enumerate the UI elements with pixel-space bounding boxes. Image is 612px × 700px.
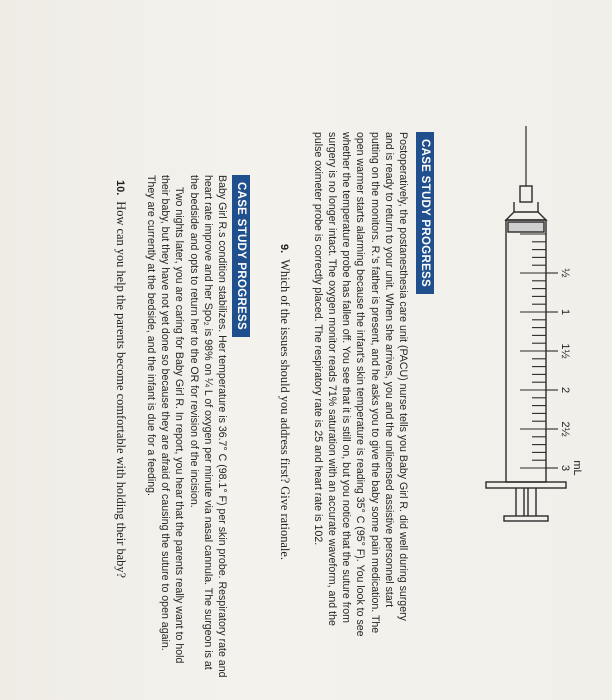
paragraph-line: Postoperatively, the postanesthesia care unit (PACU) nurse tells you Baby Girl R. did well during surgery	[397, 132, 409, 621]
syringe-illustration	[452, 108, 612, 528]
volume-label: 1	[559, 308, 571, 316]
paragraph-line: Baby Girl R.s condition stabilizes. Her temperature is 36.7° C (98.1° F) per skin probe. Respiratory rate and	[216, 175, 228, 678]
unit-label: mL	[571, 460, 583, 476]
paragraph-line: putting on the monitors. R.'s father is present, and he asks you to give the baby some pain medication. The	[368, 132, 381, 634]
question-number: 10.	[114, 180, 126, 196]
question-10	[113, 180, 128, 578]
paragraph-line: heart rate improve and her Spo₂ is 98% on ¼ L of oxygen per minute via nasal cannula. The surgeon is at	[201, 175, 214, 670]
volume-label: 2	[559, 386, 571, 394]
section-heading: CASE STUDY PROGRESS	[232, 175, 250, 337]
paragraph-line: whether the temperature probe has fallen off. You see that it is still on, but you notice that the suture from	[340, 132, 353, 623]
question-text: Which of the issues should you address first? Give rationale.	[278, 259, 292, 560]
paragraph-line: pulse oximeter probe is correctly placed. The respiratory rate is 25 and heart rate is 102.	[311, 132, 324, 546]
question-9	[277, 244, 292, 560]
volume-label: 1½	[559, 343, 571, 359]
section-heading: CASE STUDY PROGRESS	[416, 132, 434, 294]
volume-label: 3	[559, 464, 571, 472]
paragraph-line: surgery is no longer intact. The oxygen monitor reads 71% saturation with an accurate waveform, and the	[326, 132, 338, 626]
paragraph-line: Two nights later, you are caring for Baby Girl R. In report, you hear that the parents really want to hold	[173, 187, 186, 664]
volume-label: ½	[559, 268, 571, 278]
paragraph-line: their baby, but they have not yet done so because they are afraid of causing the suture to open again.	[159, 175, 172, 651]
question-number: 9.	[278, 244, 290, 254]
question-text: How can you help the parents become comfortable with holding their baby?	[114, 201, 128, 579]
paragraph-line: the bedside and opts to return her to the OR for revision of the incision.	[187, 175, 200, 508]
volume-label: 2½	[559, 421, 571, 437]
paragraph-line: open warmer starts alarming because the infant's skin temperature is reading 35° C (95° F). You look to see	[354, 132, 367, 637]
paragraph-line: They are currently at the bedside, and the infant is due for a feeding.	[145, 175, 157, 496]
syringe-drawing	[452, 108, 612, 528]
paragraph-line: and is ready to return to your unit. When she arrives, you and the unlicensed assistive personnel start	[382, 132, 395, 608]
